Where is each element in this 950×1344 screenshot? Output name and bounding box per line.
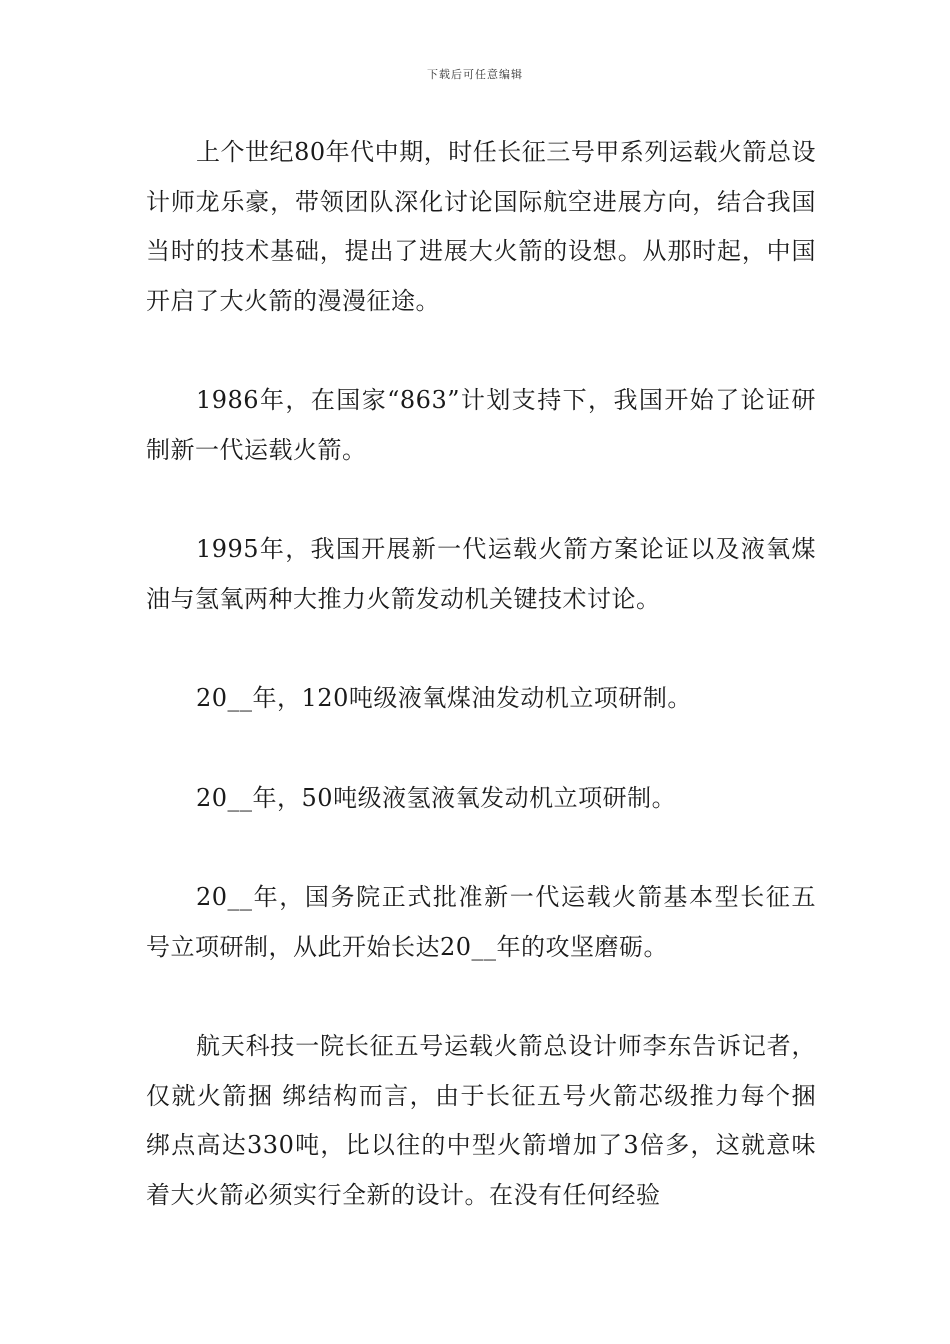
paragraph-4: 20__年，120吨级液氧煤油发动机立项研制。 xyxy=(196,684,692,712)
paragraph-2: 1986年，在国家“863”计划支持下，我国开始了论证研制新一代运载火箭。 xyxy=(146,386,816,464)
paragraph-3: 1995年，我国开展新一代运载火箭方案论证以及液氧煤油与氢氧两种大推力火箭发动机关键技术讨论。 xyxy=(146,535,816,613)
paragraph-1: 上个世纪80年代中期，时任长征三号甲系列运载火箭总设计师龙乐豪，带领团队深化讨论国际航空进展方向，结合我国当时的技术基础，提出了进展大火箭的设想。从那时起，中国开启了大火箭的漫漫征途。 xyxy=(146,138,816,315)
document-body xyxy=(146,128,816,1220)
paragraph-5: 20__年，50吨级液氢液氧发动机立项研制。 xyxy=(196,783,677,812)
paragraph-6: 20__年，国务院正式批准新一代运载火箭基本型长征五号立项研制，从此开始长达20__年的攻坚磨砺。 xyxy=(146,883,816,961)
paragraph-7: 航天科技一院长征五号运载火箭总设计师李东告诉记者，仅就火箭捆 绑结构而言，由于长征五号火箭芯级推力每个捆 绑点高达330吨，比以往的中型火箭增加了3倍多，这就意味着大火箭必须实行全新的设计。在没有任何经验 xyxy=(146,1032,816,1209)
header-note: 下载后可任意编辑 xyxy=(427,68,523,81)
